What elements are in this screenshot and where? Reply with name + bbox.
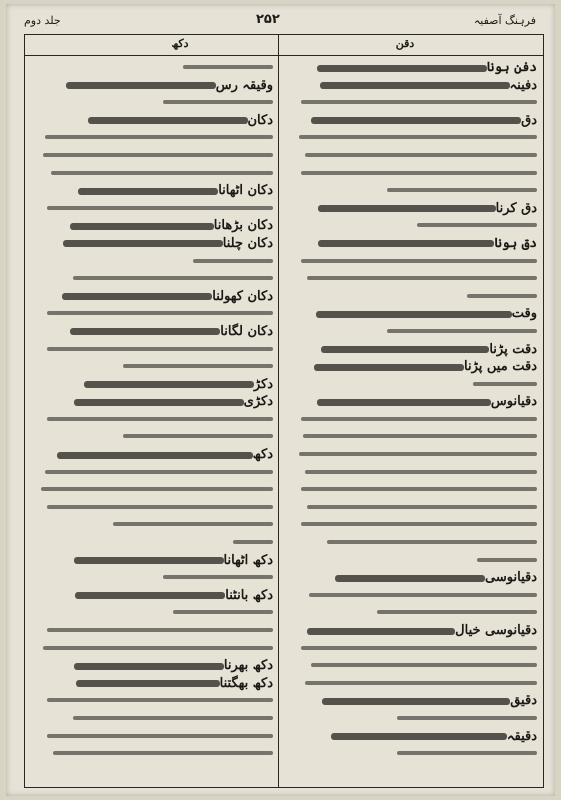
entry-line — [31, 77, 273, 95]
headword: دکھ بانٹنا — [225, 587, 273, 603]
entry-line — [287, 640, 537, 658]
entry-line — [287, 376, 537, 394]
headword: وقت — [511, 306, 537, 322]
entry-line — [287, 675, 537, 693]
right-column — [287, 59, 537, 781]
entry-line — [287, 217, 537, 235]
entry-line — [287, 147, 537, 165]
entry-line — [287, 534, 537, 552]
entry-line — [31, 657, 273, 675]
entry-line — [287, 446, 537, 464]
entry-line — [287, 552, 537, 570]
headword: دکان بڑھانا — [213, 218, 273, 234]
entry-line — [31, 692, 273, 710]
entry-line — [287, 587, 537, 605]
column-heading-row — [25, 35, 543, 56]
entry-line — [31, 323, 273, 341]
entry-line — [31, 604, 273, 622]
entry-line — [31, 217, 273, 235]
entry-line — [31, 200, 273, 218]
entry-line — [31, 710, 273, 728]
entry-line — [287, 464, 537, 482]
headword: دکھ اٹھانا — [223, 552, 273, 568]
entry-line — [31, 587, 273, 605]
entry-line — [287, 358, 537, 376]
entry-line — [31, 411, 273, 429]
headword: دقیقہ — [506, 728, 537, 744]
entry-line — [287, 710, 537, 728]
entry-line — [287, 305, 537, 323]
entry-line — [31, 94, 273, 112]
entry-line — [287, 341, 537, 359]
entry-line — [31, 393, 273, 411]
entry-line — [287, 235, 537, 253]
headword: دقیانوسی — [485, 570, 537, 586]
left-column — [31, 59, 273, 781]
headword: دفینہ — [509, 77, 537, 93]
page-number: ۲۵۲ — [256, 12, 280, 27]
entry-line — [287, 59, 537, 77]
entry-line — [31, 675, 273, 693]
entry-line — [31, 129, 273, 147]
headword: وقیقہ رس — [215, 77, 273, 93]
entry-line — [31, 481, 273, 499]
entry-line — [287, 200, 537, 218]
entry-line — [287, 94, 537, 112]
headword: دق کرنا — [495, 200, 537, 216]
entry-line — [31, 516, 273, 534]
book-title: فرہنگ آصفیہ — [473, 14, 536, 27]
entry-line — [287, 393, 537, 411]
headword: دقت میں پڑنا — [464, 359, 537, 375]
entry-line — [287, 604, 537, 622]
entry-line — [31, 270, 273, 288]
entry-line — [31, 446, 273, 464]
entry-line — [287, 428, 537, 446]
entry-line — [31, 358, 273, 376]
entry-line — [287, 165, 537, 183]
entry-line — [31, 728, 273, 746]
entry-line — [31, 235, 273, 253]
entry-line — [31, 112, 273, 130]
entry-line — [31, 552, 273, 570]
headword: دکھ بھگتنا — [219, 675, 273, 691]
headword: دکھ بھرنا — [223, 658, 273, 674]
entry-line — [287, 569, 537, 587]
headword: دقیانوس — [490, 394, 537, 410]
entry-line — [31, 428, 273, 446]
entry-line — [31, 622, 273, 640]
headword: دفن ہونا — [486, 60, 537, 75]
entry-line — [31, 305, 273, 323]
entry-line — [287, 288, 537, 306]
entry-line — [31, 165, 273, 183]
entry-line — [31, 499, 273, 517]
entry-line — [287, 253, 537, 271]
headword: دقت پڑنا — [489, 341, 537, 357]
running-head — [20, 12, 540, 30]
headword: دکان کھولنا — [212, 288, 273, 304]
text-frame — [24, 34, 544, 788]
headword: دکان چلنا — [222, 235, 273, 251]
headword: دکھ — [252, 447, 273, 463]
entry-line — [287, 657, 537, 675]
entry-line — [31, 147, 273, 165]
entry-line — [287, 323, 537, 341]
entry-line — [31, 59, 273, 77]
column-divider — [278, 35, 279, 787]
headword: دق — [521, 112, 537, 128]
headword: دکڑ — [253, 376, 273, 392]
entry-line — [287, 622, 537, 640]
entry-line — [31, 640, 273, 658]
entry-line — [287, 182, 537, 200]
dictionary-page — [6, 4, 555, 796]
entry-line — [287, 112, 537, 130]
entry-line — [287, 77, 537, 95]
headword: دق ہونا — [494, 235, 537, 251]
entry-line — [31, 288, 273, 306]
entry-line — [287, 499, 537, 517]
headword: دکان — [247, 112, 273, 128]
entry-line — [287, 516, 537, 534]
entry-line — [31, 464, 273, 482]
entry-line — [31, 253, 273, 271]
entry-line — [287, 692, 537, 710]
entry-line — [287, 745, 537, 763]
entry-line — [287, 129, 537, 147]
entry-line — [31, 534, 273, 552]
left-column-heading: دکھ — [171, 37, 189, 50]
volume-label: جلد دوم — [24, 14, 61, 27]
entry-line — [31, 569, 273, 587]
entry-line — [287, 270, 537, 288]
headword: دکان اٹھانا — [218, 183, 273, 199]
headword: دقیانوسی خیال — [455, 623, 537, 638]
right-column-heading: دقن — [395, 37, 415, 50]
entry-line — [31, 376, 273, 394]
entry-line — [31, 341, 273, 359]
entry-line — [31, 745, 273, 763]
entry-line — [287, 728, 537, 746]
headword: دقیق — [510, 693, 537, 709]
entry-line — [287, 481, 537, 499]
entry-line — [287, 411, 537, 429]
headword: دکڑی — [243, 394, 273, 410]
headword: دکان لگانا — [220, 323, 273, 339]
entry-line — [31, 182, 273, 200]
